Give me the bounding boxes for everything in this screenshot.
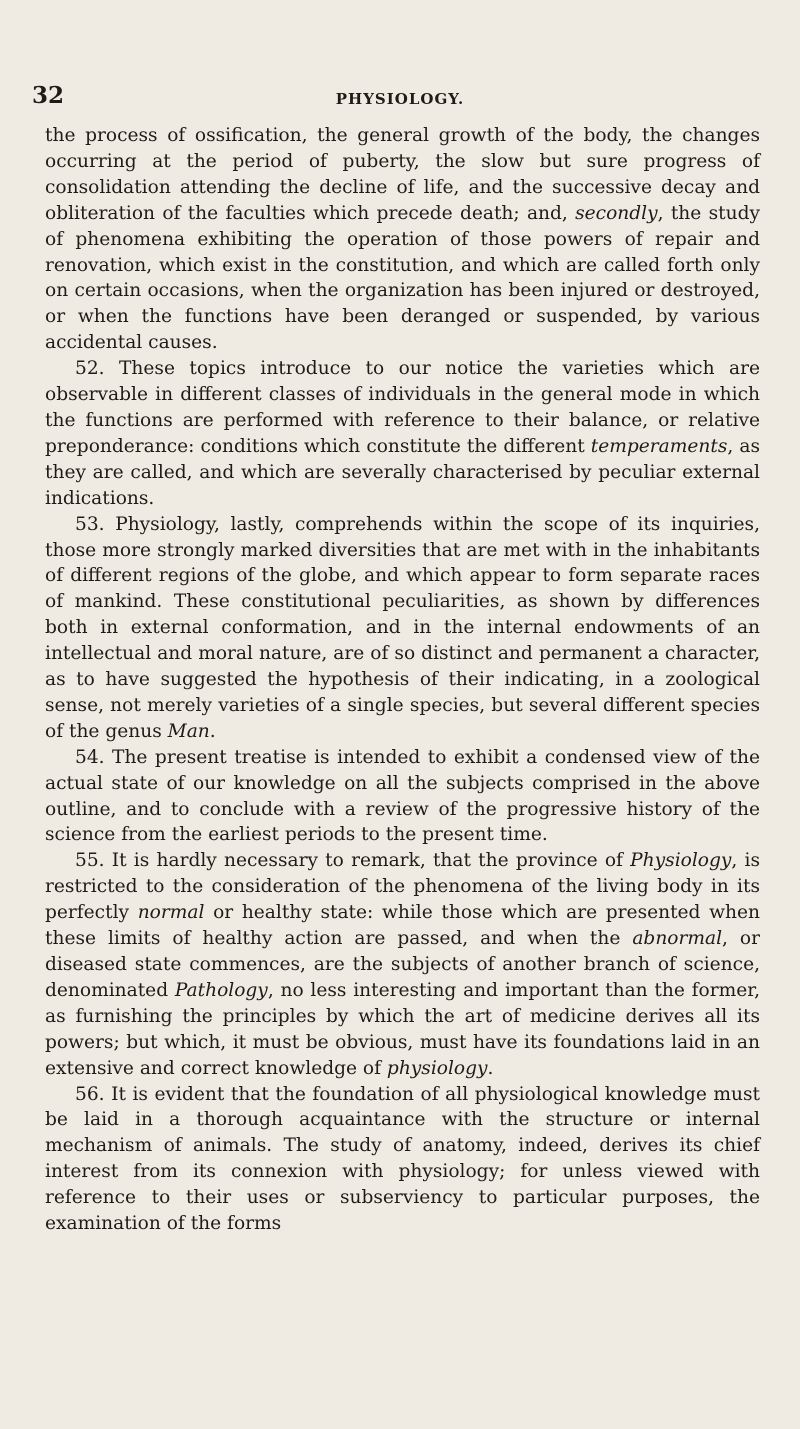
italic-term: Physiology bbox=[630, 850, 732, 872]
italic-term: physiology bbox=[386, 1057, 488, 1079]
italic-term: secondly bbox=[575, 202, 658, 224]
paragraph-52: 52. These topics introduce to our notice the varieties which are observable in different classes of individuals in the general mode in which the functions are performed with reference to their balance, or relative preponderance: conditions which constitute the different temperaments, as they are called, and which are severally characterised by peculiar external indications. bbox=[45, 358, 760, 509]
body-text bbox=[45, 123, 760, 1237]
paragraph-continuation: the process of ossification, the general growth of the body, the changes occurring at the period of puberty, the slow but sure progress of consolidation attending the decline of life, and the successive decay and obliteration of the faculties which precede death; and, secondly, the study of phenomena exhibiting the operation of those powers of repair and renovation, which exist in the constitution, and which are called forth only on certain occasions, when the organization has been injured or destroyed, or when the functions have been deranged or suspended, by various accidental causes. bbox=[45, 125, 760, 354]
paragraph-54: 54. The present treatise is intended to exhibit a condensed view of the actual state of our knowledge on all the subjects comprised in the above outline, and to conclude with a review of the progressive history of the science from the earliest periods to the present time. bbox=[45, 746, 760, 846]
italic-term: abnormal bbox=[632, 928, 723, 950]
paragraph-55: 55. It is hardly necessary to remark, that the province of Physiology, is restricted to the consideration of the phenomena of the living body in its perfectly normal or healthy state: while those which are presented when these limits of healthy action are passed, and when the abnormal, or diseased state commences, are the subjects of another branch of science, denominated Pathology, no less interesting and important than the former, as furnishing the principles by which the art of medicine derives all its powers; but which, it must be obvious, must have its foundations laid in an extensive and correct knowledge of physiology. bbox=[45, 850, 760, 1079]
page-header bbox=[0, 82, 800, 112]
italic-term: normal bbox=[137, 902, 205, 924]
paragraph-56: 56. It is evident that the foundation of all physiological knowledge must be laid in a thorough acquaintance with the structure or internal mechanism of animals. The study of anatomy, indeed, derives its chief interest from its connexion with physiology; for unless viewed with reference to their uses or subserviency to particular purposes, the examination of the forms bbox=[45, 1083, 760, 1235]
italic-term: Pathology bbox=[174, 979, 268, 1001]
page-number: 32 bbox=[32, 82, 65, 109]
italic-term: Man bbox=[167, 720, 210, 742]
running-head: PHYSIOLOGY. bbox=[335, 90, 465, 108]
italic-term: temperaments bbox=[590, 435, 728, 457]
paragraph-53: 53. Physiology, lastly, comprehends within the scope of its inquiries, those more strongly marked diversities that are met with in the inhabitants of different regions of the globe, and which appear to form separate races of mankind. These constitutional peculiarities, as shown by differences both in external conformation, and in the internal endowments of an intellectual and moral nature, are of so distinct and permanent a character, as to have suggested the hypothesis of their indicating, in a zoological sense, not merely varieties of a single species, but several different species of the genus Man. bbox=[45, 513, 760, 742]
